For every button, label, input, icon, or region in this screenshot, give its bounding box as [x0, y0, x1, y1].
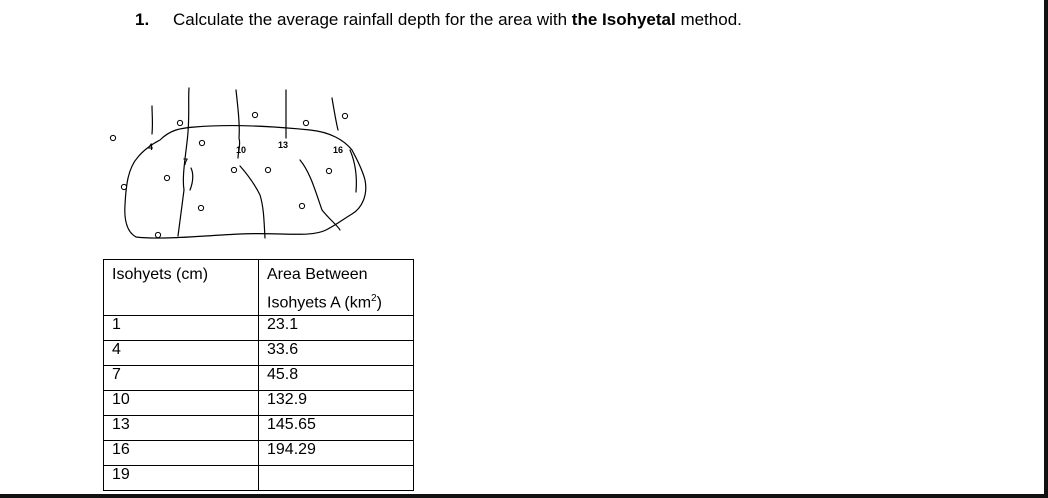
- isohyet-label: 4: [148, 142, 154, 152]
- isohyet-cell: 10: [104, 391, 259, 416]
- column-header-isohyets: Isohyets (cm): [104, 260, 259, 316]
- table-row: [104, 466, 414, 491]
- isohyet-cell: 19: [104, 466, 259, 491]
- isohyet-label: 7: [183, 157, 189, 167]
- isohyet-cell: 4: [104, 341, 259, 366]
- isohyet-line: [240, 166, 265, 238]
- isohyet-label: 16: [333, 145, 344, 155]
- rain-gauge-station: [110, 135, 115, 140]
- table-row: [104, 391, 414, 416]
- table-row: [104, 341, 414, 366]
- isohyet-table: [103, 259, 414, 491]
- rain-gauge-station: [342, 113, 347, 118]
- table-row: [104, 416, 414, 441]
- table-row: [104, 316, 414, 341]
- rain-gauge-station: [265, 167, 270, 172]
- rain-gauge-station: [231, 167, 236, 172]
- table-header-row: [104, 260, 414, 316]
- rain-gauge-station: [199, 140, 204, 145]
- question-1: [135, 9, 742, 31]
- isohyet-line: [332, 98, 338, 130]
- page-border-right: [1044, 0, 1048, 498]
- page-border-bottom: [0, 494, 1048, 498]
- area-cell: 145.65: [259, 416, 414, 441]
- rain-gauge-station: [303, 120, 308, 125]
- rain-gauge-station: [198, 205, 203, 210]
- isohyetal-map: [100, 80, 380, 245]
- area-cell: 194.29: [259, 441, 414, 466]
- table-row: [104, 441, 414, 466]
- catchment-boundary: [125, 126, 366, 239]
- area-cell: 33.6: [259, 341, 414, 366]
- isohyet-line: [300, 160, 340, 230]
- question-number: 1.: [135, 10, 150, 29]
- isohyet-line: [190, 168, 193, 190]
- rain-gauge-station: [252, 112, 257, 117]
- isohyet-cell: 7: [104, 366, 259, 391]
- rain-gauge-station: [121, 184, 126, 189]
- column-header-area: Area Between Isohyets A $(km^2)$: [259, 260, 414, 316]
- rain-gauge-station: [155, 232, 160, 237]
- isohyet-label: 13: [278, 140, 289, 150]
- area-cell: 45.8: [259, 366, 414, 391]
- isohyet-cell: 13: [104, 416, 259, 441]
- question-emphasis: the Isohyetal: [571, 10, 676, 29]
- table-row: [104, 366, 414, 391]
- rain-gauge-station: [299, 203, 304, 208]
- area-cell: [259, 466, 414, 491]
- area-cell: 132.9: [259, 391, 414, 416]
- question-text: Calculate the average rainfall depth for the area with the Isohyetal method.: [173, 10, 742, 29]
- area-cell: 23.1: [259, 316, 414, 341]
- rain-gauge-station: [177, 120, 182, 125]
- isohyet-label: 10: [236, 145, 247, 155]
- rain-gauge-station: [326, 168, 331, 173]
- isohyet-cell: 16: [104, 441, 259, 466]
- rain-gauge-station: [164, 175, 169, 180]
- isohyet-cell: 1: [104, 316, 259, 341]
